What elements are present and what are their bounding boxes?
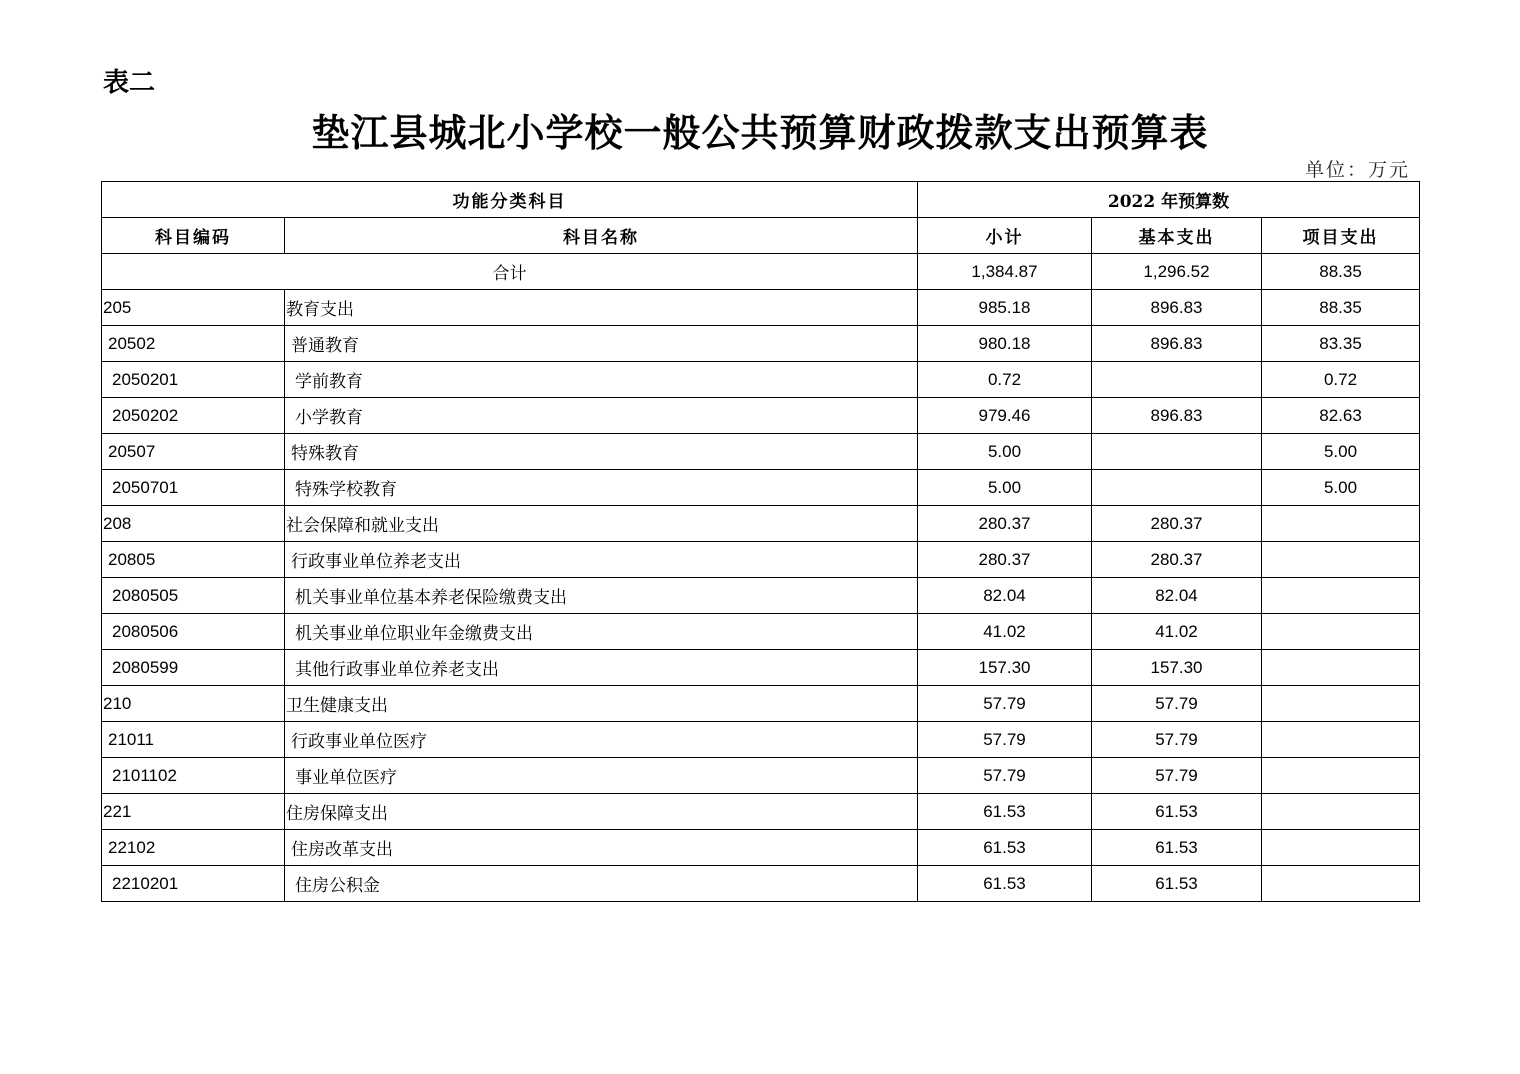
header-name: 科目名称: [285, 218, 918, 254]
row-code: 210: [102, 686, 285, 722]
row-subtotal: 985.18: [918, 290, 1092, 326]
row-project: [1262, 578, 1420, 614]
table-row: [102, 830, 1420, 866]
total-basic: 1,296.52: [1092, 254, 1262, 290]
row-code: 2080505: [102, 578, 285, 614]
table-row: [102, 506, 1420, 542]
row-code: 2050202: [102, 398, 285, 434]
row-project: [1262, 542, 1420, 578]
table-row: [102, 578, 1420, 614]
row-code: 221: [102, 794, 285, 830]
table-row: [102, 290, 1420, 326]
row-basic: 41.02: [1092, 614, 1262, 650]
row-basic: 280.37: [1092, 542, 1262, 578]
row-basic: 896.83: [1092, 290, 1262, 326]
row-project: [1262, 614, 1420, 650]
row-subtotal: 41.02: [918, 614, 1092, 650]
row-basic: [1092, 470, 1262, 506]
row-project: [1262, 866, 1420, 902]
row-basic: [1092, 362, 1262, 398]
row-name: 机关事业单位基本养老保险缴费支出: [285, 578, 918, 614]
row-basic: 157.30: [1092, 650, 1262, 686]
row-project: 83.35: [1262, 326, 1420, 362]
row-code: 20805: [102, 542, 285, 578]
row-subtotal: 61.53: [918, 866, 1092, 902]
row-code: 2050701: [102, 470, 285, 506]
row-code: 2101102: [102, 758, 285, 794]
table-row: [102, 650, 1420, 686]
row-code: 2210201: [102, 866, 285, 902]
row-name: 学前教育: [285, 362, 918, 398]
row-code: 205: [102, 290, 285, 326]
row-subtotal: 61.53: [918, 830, 1092, 866]
table-row: [102, 398, 1420, 434]
row-subtotal: 280.37: [918, 506, 1092, 542]
row-subtotal: 57.79: [918, 722, 1092, 758]
row-basic: 280.37: [1092, 506, 1262, 542]
table-row: [102, 362, 1420, 398]
header-year-group: 2022 年预算数: [918, 182, 1420, 218]
header-functional-group: 功能分类科目: [102, 182, 918, 218]
table-row: [102, 326, 1420, 362]
row-name: 行政事业单位医疗: [285, 722, 918, 758]
row-basic: 82.04: [1092, 578, 1262, 614]
row-project: 5.00: [1262, 434, 1420, 470]
row-subtotal: 61.53: [918, 794, 1092, 830]
table-row: [102, 542, 1420, 578]
row-subtotal: 57.79: [918, 758, 1092, 794]
row-basic: 896.83: [1092, 398, 1262, 434]
row-code: 2050201: [102, 362, 285, 398]
table-row: [102, 470, 1420, 506]
row-code: 20507: [102, 434, 285, 470]
row-subtotal: 979.46: [918, 398, 1092, 434]
row-code: 208: [102, 506, 285, 542]
row-subtotal: 57.79: [918, 686, 1092, 722]
row-project: [1262, 686, 1420, 722]
page-title: 垫江县城北小学校一般公共预算财政拨款支出预算表: [311, 110, 1209, 155]
row-name: 特殊教育: [285, 434, 918, 470]
row-project: [1262, 794, 1420, 830]
total-row: [102, 254, 1420, 290]
row-code: 20502: [102, 326, 285, 362]
row-project: [1262, 722, 1420, 758]
table-row: [102, 758, 1420, 794]
row-project: 5.00: [1262, 470, 1420, 506]
table-row: [102, 866, 1420, 902]
row-subtotal: 5.00: [918, 470, 1092, 506]
row-code: 2080599: [102, 650, 285, 686]
row-project: [1262, 650, 1420, 686]
unit-label: 单位：万元: [1304, 159, 1410, 181]
header-code: 科目编码: [102, 218, 285, 254]
table-row: [102, 614, 1420, 650]
row-name: 事业单位医疗: [285, 758, 918, 794]
table-body: [102, 182, 1420, 902]
row-subtotal: 5.00: [918, 434, 1092, 470]
row-basic: 61.53: [1092, 794, 1262, 830]
row-name: 小学教育: [285, 398, 918, 434]
row-name: 普通教育: [285, 326, 918, 362]
table-row: [102, 686, 1420, 722]
table-row: [102, 794, 1420, 830]
total-label: 合计: [102, 254, 918, 290]
table-row: [102, 722, 1420, 758]
row-name: 住房保障支出: [285, 794, 918, 830]
row-basic: 57.79: [1092, 686, 1262, 722]
row-subtotal: 157.30: [918, 650, 1092, 686]
row-name: 行政事业单位养老支出: [285, 542, 918, 578]
row-subtotal: 0.72: [918, 362, 1092, 398]
row-project: [1262, 830, 1420, 866]
row-code: 21011: [102, 722, 285, 758]
row-subtotal: 980.18: [918, 326, 1092, 362]
header-row-columns: [102, 218, 1420, 254]
row-name: 卫生健康支出: [285, 686, 918, 722]
row-subtotal: 280.37: [918, 542, 1092, 578]
budget-table: [101, 181, 1420, 902]
row-name: 社会保障和就业支出: [285, 506, 918, 542]
row-name: 教育支出: [285, 290, 918, 326]
row-name: 机关事业单位职业年金缴费支出: [285, 614, 918, 650]
row-name: 住房改革支出: [285, 830, 918, 866]
row-name: 住房公积金: [285, 866, 918, 902]
row-project: [1262, 758, 1420, 794]
row-name: 其他行政事业单位养老支出: [285, 650, 918, 686]
row-project: 88.35: [1262, 290, 1420, 326]
row-basic: 61.53: [1092, 866, 1262, 902]
table-row: [102, 434, 1420, 470]
row-basic: 61.53: [1092, 830, 1262, 866]
header-project: 项目支出: [1262, 218, 1420, 254]
row-name: 特殊学校教育: [285, 470, 918, 506]
row-project: 82.63: [1262, 398, 1420, 434]
total-subtotal: 1,384.87: [918, 254, 1092, 290]
row-project: 0.72: [1262, 362, 1420, 398]
row-basic: 57.79: [1092, 758, 1262, 794]
row-project: [1262, 506, 1420, 542]
header-subtotal: 小计: [918, 218, 1092, 254]
row-subtotal: 82.04: [918, 578, 1092, 614]
header-row-group: [102, 182, 1420, 218]
row-code: 2080506: [102, 614, 285, 650]
total-project: 88.35: [1262, 254, 1420, 290]
row-basic: [1092, 434, 1262, 470]
table-label: 表二: [103, 68, 156, 98]
row-basic: 57.79: [1092, 722, 1262, 758]
row-code: 22102: [102, 830, 285, 866]
row-basic: 896.83: [1092, 326, 1262, 362]
header-basic: 基本支出: [1092, 218, 1262, 254]
